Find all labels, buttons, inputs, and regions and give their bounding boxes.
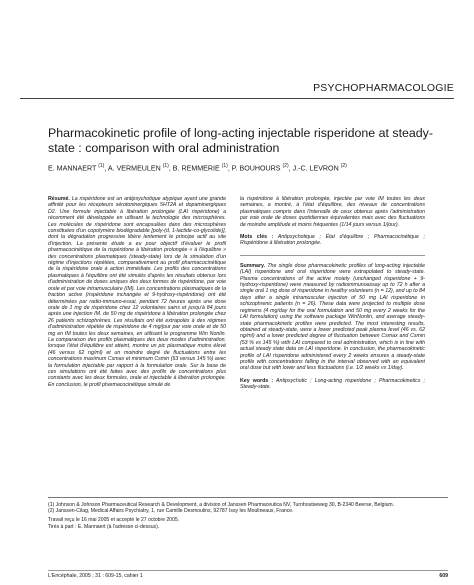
mots-cles — [240, 234, 425, 247]
resume-continuation: la rispéridone à libération prolongée, injectée par voie IM toutes les deux semaines, a montré, à l'état d'équilibre, des niveaux de concentrations plasmatiques compris dans l'intervalle de ceux obtenus après l'administration par voie orale de doses quotidiennes équivalentes mais avec des fluctuations de moindre amplitude et moins fréquentes (1/14 jours versus 1/jour). — [240, 196, 425, 228]
affiliation-footnote: (1) Johnson & Johnson Pharmaceutical Research & Development, a division of Janssen Pharmaceutica NV, Turnhoutseweg 30, B-2340 Beerse, Belgium. — [48, 502, 395, 508]
author-name: E. MANNAERT — [48, 164, 97, 173]
abstract-right-column — [240, 196, 425, 391]
resume-paragraph — [48, 196, 226, 388]
author-name: A. VERMEULEN — [107, 164, 161, 173]
author-affiliation: (2) — [282, 163, 289, 169]
received-note: Travail reçu le 16 mai 2005 et accepté le 27 octobre 2005. — [48, 517, 180, 524]
article-title: Pharmacokinetic profile of long-acting injectable risperidone at steady-state : comparison with oral administration — [48, 126, 434, 155]
footnote-rule — [48, 497, 448, 498]
affiliation-footnote: (2) Janssen-Cilag, Medical Affairs Psychiatry, 1, rue Camille Desmoulins, 92787 Issy les Moulineaux, France. — [48, 508, 294, 515]
author-affiliation: (1) — [221, 163, 228, 169]
summary-label: Summary. — [240, 262, 265, 269]
footer-rule — [48, 570, 448, 571]
footnotes — [48, 502, 448, 530]
summary-text: The single dose pharmacokinetic profiles of long-acting injectable (LAI) risperidone and oral risperidone were extrapolated to steady-state. Plasma concentrations of the active moiety (unchanged risperidone + 9-hydroxy-risperidone) were measured by radioimmunoassay up to 72 h after a single oral 1 mg dose of risperidone in healthy volunteers (n = 12), and up to 84 days after a single intramuscular injection of 50 mg LAI risperidone in schizophrenic patients (n = 26). These data were projected to multiple dose regimens (4 mg/day for the oral formulation and 50 mg every 2 weeks for the LAI formulation) using the software package WinNonlin, and average steady-state pharmacokinetic profiles were predicted. The most interesting results, obtained at steady-state, were a lower predicted peak plasma level (46 vs. 62 ng/ml) and a lower predicted degree of fluctuation between Csmax and Csmin (53 % vs 145 %) with LAI compared to oral administration, which is in line with actual steady state data on LAI risperidone. In conclusion, the pharmacokinetic profile of LAI risperidone administered every 2 weeks ensures a steady-state profile with concentrations falling in the interval observed with an equivalent oral dose but with lower and less fluctuations (i.e. 1/2 weeks vs 1/day). — [240, 262, 425, 372]
author-affiliation: (1) — [98, 163, 105, 169]
summary-paragraph — [240, 263, 425, 372]
mots-cles-label: Mots clés : — [240, 234, 274, 241]
mots-cles-text: Antipsychotique ; État d'équilibre ; Pharmacocinétique ; Rispéridone à libération prolongée. — [240, 234, 425, 247]
author-name: P. BOUHOURS — [231, 164, 281, 173]
author-affiliation: (1) — [162, 163, 169, 169]
author-list: E. MANNAERT $^{(1)}$, A. VERMEULEN $^{(1)}$, B. REMMERIE $^{(1)}$, P. BOUHOURS $^{(2)}$, J.-C. LEVRON $^{(2)}$ — [48, 163, 347, 173]
page-number: 609 — [439, 573, 448, 579]
key-words-label: Key words : — [240, 377, 274, 384]
resume-column — [48, 196, 226, 388]
resume-label: Résumé. — [48, 196, 70, 202]
section-header: PSYCHOPHARMACOLOGIE — [20, 82, 454, 99]
key-words-text: Antipsychotic ; Long-acting risperidone ; Pharmacokinetics ; Steady-state. — [240, 377, 425, 391]
key-words — [240, 378, 425, 391]
author-name: B. REMMERIE — [172, 164, 220, 173]
author-name: J.-C. LEVRON — [292, 164, 339, 173]
resume-text: La rispéridone est un antipsychotique atypique ayant une grande affinité pour les récepteurs sérotoninergiques 5HT2A et dopaminergiques D2. Une formule injectable à libération prolongée (LAI rispéridone) a récemment été développée en utilisant la technologie des microsphères. Les molécules de rispéridone sont encapsulées dans des microsphères constituées d'un copolymère biodégradable [poly-(d, 1-lactide-co-glycolide)], dont la dégradation progressive libère lentement le principe actif au site d'injection. La présente étude a eu pour objectif d'évaluer le profil pharmacocinétique de la rispéridone à libération prolongée « à l'équilibre » des concentrations plasmatiques (steady-state) lors de la simulation d'un régime d'injections répétées, comparativement au profil pharmacocinétique de la rispéridone orale à action immédiate. Les profils des concentrations plasmatiques à l'équilibre ont été simulés d'après les résultats obtenus lors d'administration de doses uniques des deux formes de rispéridone, par voie orale et par voie intramusculaire (IM). Les concentrations plasmatiques de la fraction active (rispéridone inchangée et 9-hydroxy-rispéridone) ont été déterminées par radio-immuno-essai, pendant 72 heures après une dose orale de 1 mg de rispéridone chez 12 volontaires sains et jusqu'à 84 jours après une injection IM. de 50 mg de rispéridone à libération prolongée chez 26 patients schizophrènes. Les résultats ont été extrapolés à des régimes d'administration répétée de rispéridone de 4 mg/jour par voie orale et de 50 mg en IM toutes les deux semaines, en utilisant le programme Win Nonlin. La comparaison des profils plasmatiques des deux modes d'administration, lorsque l'état d'équilibre est atteint, montre un pic plasmatique moins élevé (46 versus 62 ng/ml) et un moindre degré de fluctuations entre les concentrations maximum Csmax et minimum Csmin (53 versus 145 %) avec la formulation injectable par rapport à la formulation orale. Sur la base de ces simulations ont été faites avec des profils de concentrations plus constants avec les deux formules, orale et injectable à libération prolongée. En conclusion, le profil pharmacocinétique simulé de — [48, 196, 227, 388]
reprints-note: Tirés à part : E. Mannaert (à l'adresse ci-dessus). — [48, 523, 160, 530]
author-affiliation: (2) — [340, 163, 347, 169]
page-footer — [48, 573, 448, 579]
journal-reference: L'Encéphale, 2005 ; 31 : 609-15, cahier 1 — [48, 573, 143, 579]
abstract-divider — [240, 255, 425, 256]
